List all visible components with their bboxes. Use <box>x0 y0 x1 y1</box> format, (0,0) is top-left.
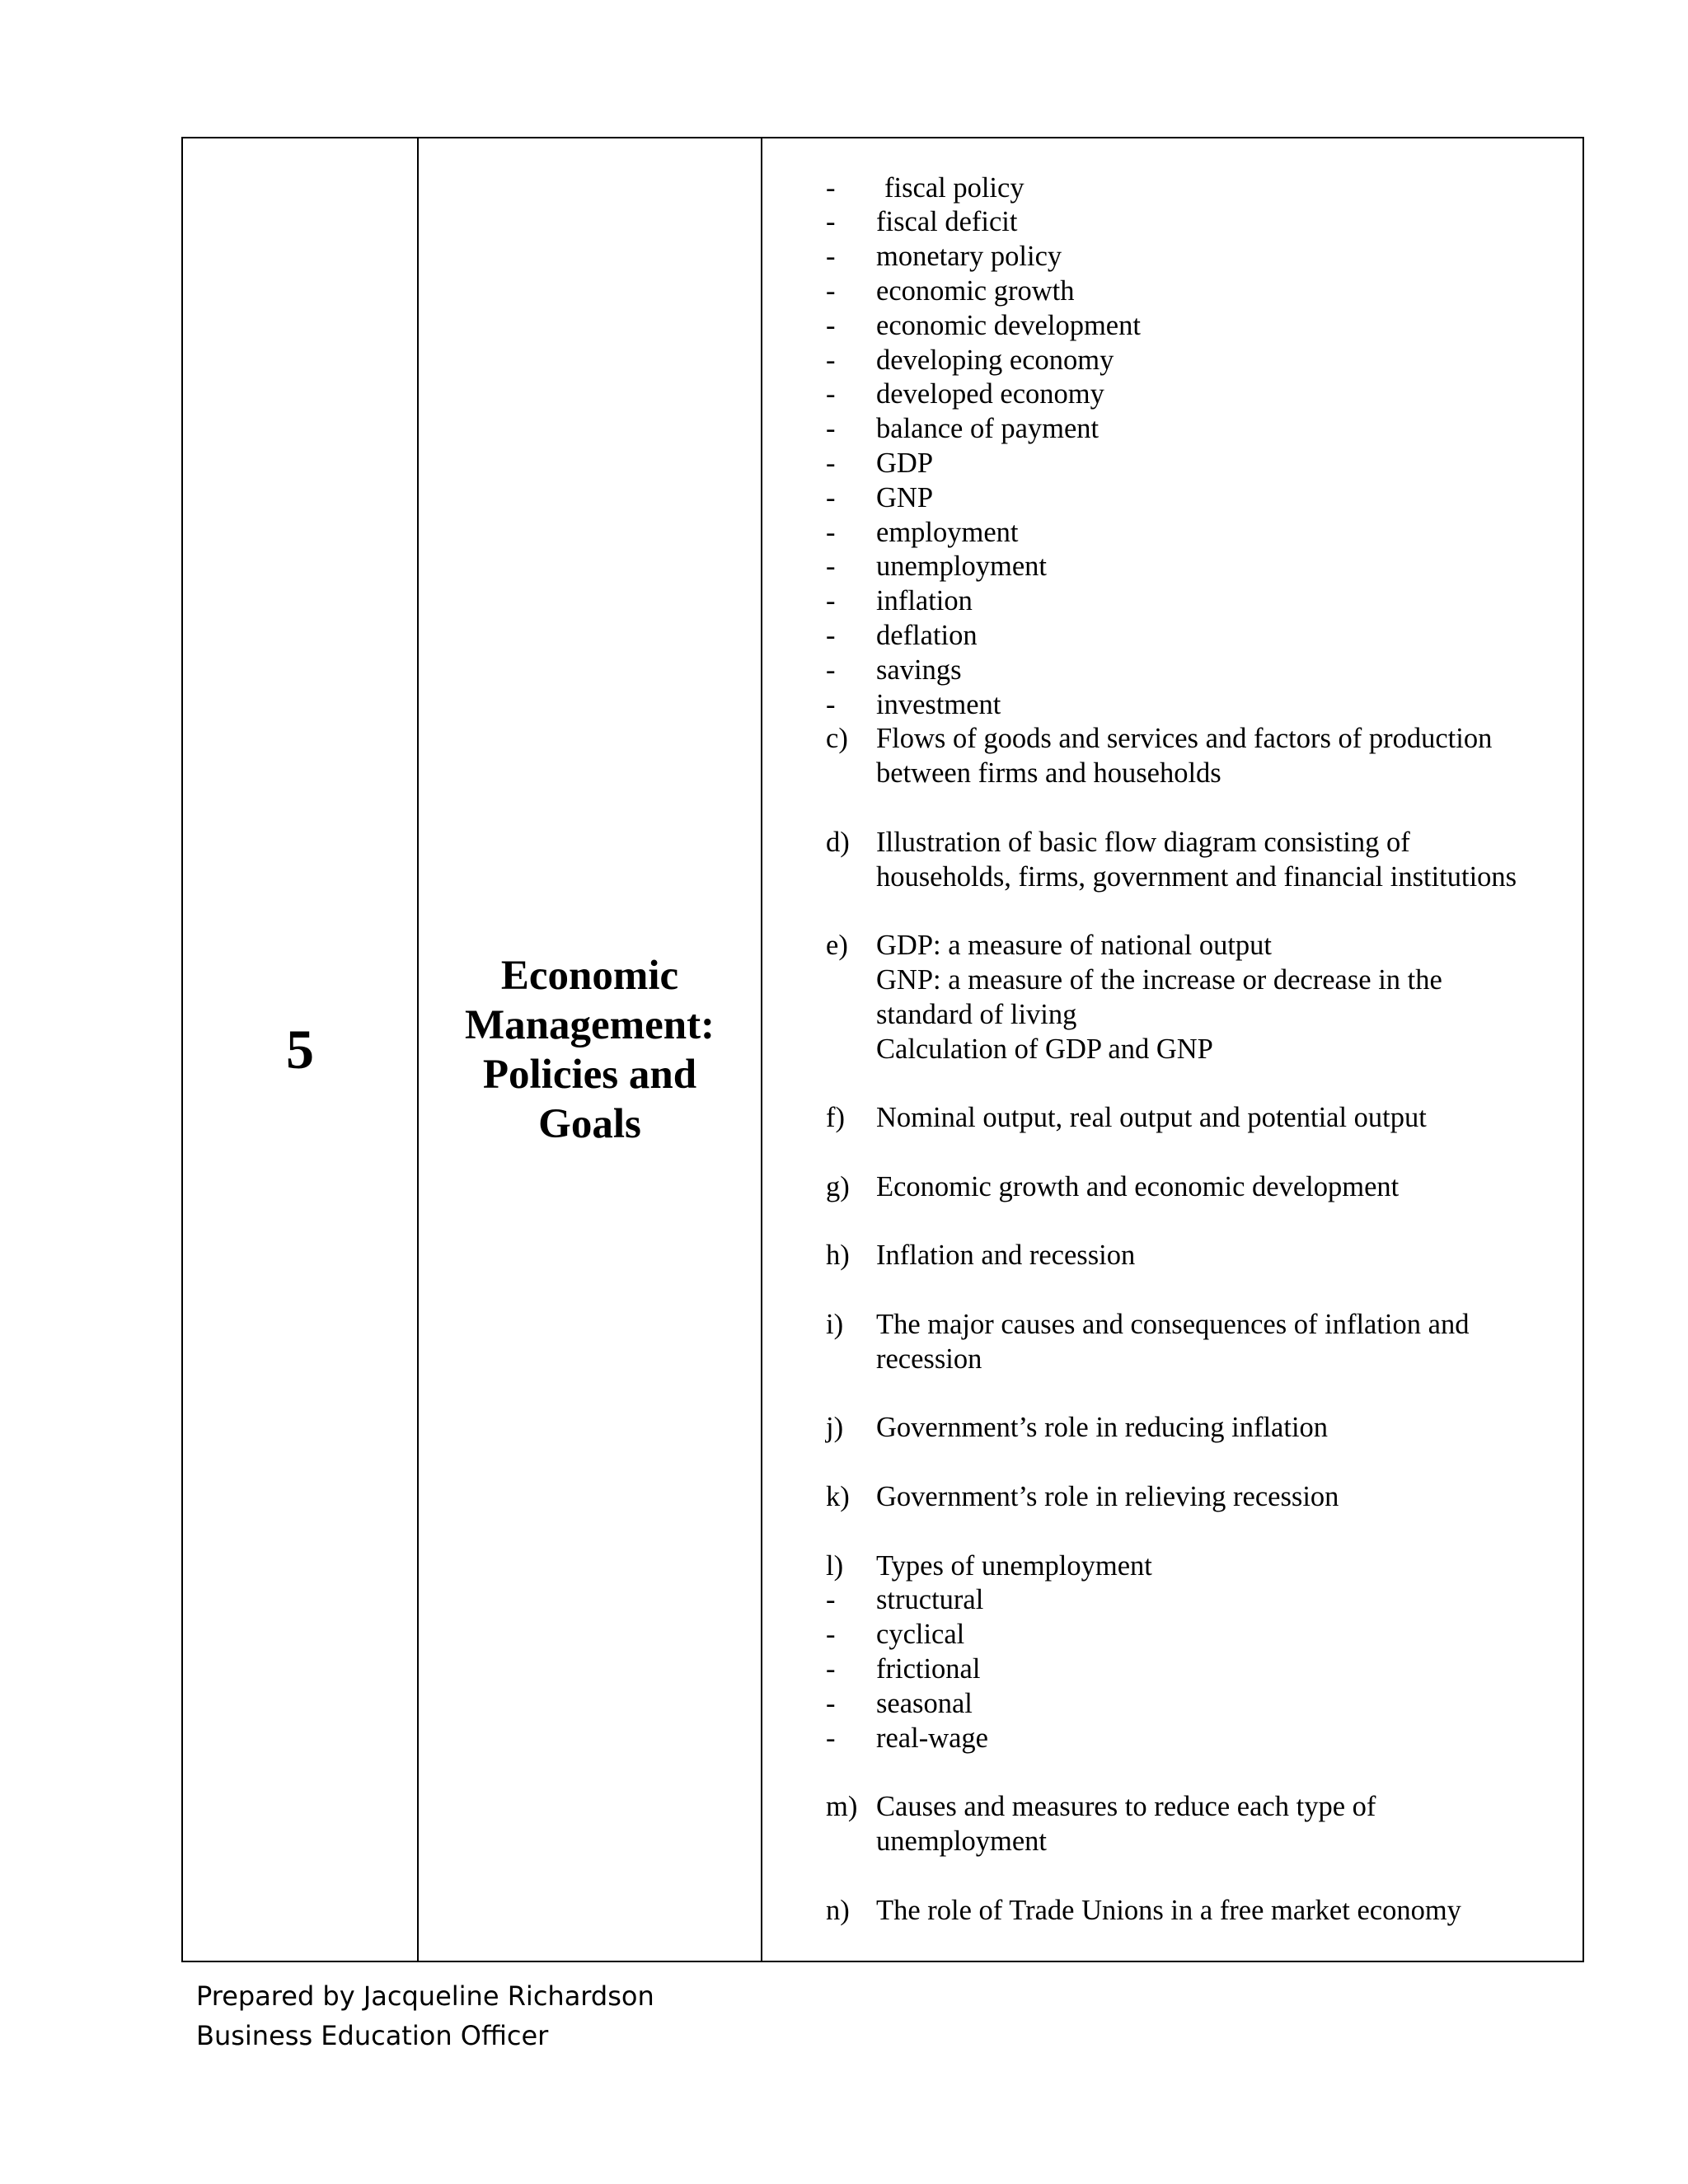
dash-marker: - <box>826 413 836 445</box>
dash-marker: - <box>826 171 836 204</box>
spacer <box>762 1755 1582 1790</box>
dash-marker: - <box>826 688 836 720</box>
table-row <box>182 138 1583 1961</box>
dash-marker: - <box>826 378 836 410</box>
item-text: The major causes and consequences of inflation and recession <box>876 1308 1470 1375</box>
item-marker: h) <box>826 1240 850 1272</box>
list-item-n <box>762 1894 1582 1929</box>
list-item-term <box>762 619 1582 654</box>
spacer <box>762 1136 1582 1170</box>
item-text: Inflation and recession <box>876 1240 1136 1272</box>
item-marker: c) <box>826 723 848 755</box>
item-text: The role of Trade Unions in a free market economy <box>876 1894 1461 1926</box>
term-text: savings <box>876 654 962 686</box>
item-text: Types of unemployment <box>876 1549 1152 1582</box>
list-item-h <box>762 1239 1582 1273</box>
item-text: Nominal output, real output and potential output <box>876 1102 1427 1134</box>
list-item-l <box>762 1549 1582 1584</box>
spacer <box>762 1205 1582 1240</box>
list-item-term <box>762 205 1582 240</box>
item-text: Economic growth and economic development <box>876 1170 1400 1202</box>
list-item-e <box>762 929 1582 1066</box>
list-item-m <box>762 1790 1582 1859</box>
term-text: economic growth <box>876 275 1075 307</box>
dash-marker: - <box>826 309 836 341</box>
term-text: fiscal deficit <box>876 206 1018 238</box>
list-item-term <box>762 171 1582 206</box>
term-text: inflation <box>876 585 973 617</box>
item-text: Government’s role in relieving recession <box>876 1480 1339 1512</box>
term-text: developed economy <box>876 378 1104 410</box>
unit-cell <box>182 138 418 1961</box>
unemployment-type-text: frictional <box>876 1652 981 1685</box>
list-item-term <box>762 481 1582 516</box>
spacer <box>762 1377 1582 1412</box>
spacer <box>762 791 1582 826</box>
unit-number: 5 <box>286 1018 314 1080</box>
list-item-g <box>762 1170 1582 1205</box>
term-text: GNP <box>876 481 934 513</box>
dash-marker: - <box>826 1722 836 1754</box>
spacer <box>762 1446 1582 1480</box>
unemployment-type-text: structural <box>876 1584 984 1616</box>
topic-cell <box>418 138 762 1961</box>
list-item-unemployment-type <box>762 1583 1582 1618</box>
topic-title-line: Economic <box>500 952 679 999</box>
item-text: Flows of goods and services and factors of production between firms and households <box>876 723 1493 790</box>
list-item-term <box>762 654 1582 688</box>
spacer <box>762 1859 1582 1894</box>
term-text: investment <box>876 688 1001 720</box>
dash-marker: - <box>826 344 836 376</box>
topic-title <box>419 951 761 1149</box>
list-item-term <box>762 240 1582 274</box>
list-item-term <box>762 516 1582 551</box>
dash-marker: - <box>826 1619 836 1651</box>
topic-title-line: Management: <box>464 1001 715 1048</box>
list-item-j <box>762 1411 1582 1446</box>
item-marker: m) <box>826 1791 858 1823</box>
item-text: Government’s role in reducing inflation <box>876 1412 1329 1444</box>
footer-author: Prepared by Jacqueline Richardson <box>196 1980 654 2012</box>
term-text: monetary policy <box>876 241 1062 273</box>
dash-marker: - <box>826 448 836 480</box>
term-text: deflation <box>876 620 978 652</box>
list-item-unemployment-type <box>762 1652 1582 1687</box>
item-marker: i) <box>826 1308 844 1340</box>
item-marker: f) <box>826 1102 845 1134</box>
list-item-term <box>762 550 1582 584</box>
list-item-f <box>762 1101 1582 1136</box>
topic-title-line: Goals <box>538 1100 641 1147</box>
term-text: unemployment <box>876 551 1047 583</box>
dash-marker: - <box>826 1687 836 1719</box>
list-item-term <box>762 447 1582 481</box>
topic-title-line: Policies and <box>482 1051 697 1098</box>
syllabus-table <box>181 137 1584 1962</box>
page-footer <box>196 1976 654 2055</box>
dash-marker: - <box>826 206 836 238</box>
term-text: balance of payment <box>876 413 1100 445</box>
item-marker: j) <box>826 1412 844 1444</box>
item-marker: l) <box>826 1549 844 1582</box>
item-marker: k) <box>826 1480 850 1512</box>
dash-marker: - <box>826 241 836 273</box>
term-text: employment <box>876 516 1019 548</box>
list-item-c <box>762 722 1582 791</box>
item-text: Illustration of basic flow diagram consisting of households, firms, government and financial institutions <box>876 826 1517 893</box>
term-text: developing economy <box>876 344 1114 376</box>
content-list <box>762 171 1582 1929</box>
footer-role: Business Education Officer <box>196 2020 549 2051</box>
list-item-unemployment-type <box>762 1722 1582 1756</box>
spacer <box>762 1273 1582 1308</box>
list-item-i <box>762 1308 1582 1377</box>
content-cell <box>762 138 1583 1961</box>
term-text: economic development <box>876 309 1141 341</box>
item-marker: e) <box>826 930 848 962</box>
dash-marker: - <box>826 481 836 513</box>
list-item-k <box>762 1480 1582 1515</box>
spacer <box>762 894 1582 929</box>
spacer <box>762 1515 1582 1549</box>
unemployment-type-text: real-wage <box>876 1722 988 1754</box>
dash-marker: - <box>826 516 836 548</box>
dash-marker: - <box>826 1652 836 1685</box>
list-item-term <box>762 584 1582 619</box>
list-item-unemployment-type <box>762 1687 1582 1722</box>
item-text: GDP: a measure of national output GNP: a measure of the increase or decrease in the standard of living Calculation of GDP and GNP <box>876 930 1442 1065</box>
dash-marker: - <box>826 620 836 652</box>
dash-marker: - <box>826 1584 836 1616</box>
unemployment-type-text: seasonal <box>876 1687 973 1719</box>
item-text: Causes and measures to reduce each type of unemployment <box>876 1791 1376 1857</box>
list-item-term <box>762 274 1582 309</box>
list-item-unemployment-type <box>762 1618 1582 1652</box>
dash-marker: - <box>826 275 836 307</box>
dash-marker: - <box>826 585 836 617</box>
list-item-term <box>762 309 1582 344</box>
list-item-term <box>762 377 1582 412</box>
item-marker: n) <box>826 1894 850 1926</box>
item-marker: g) <box>826 1170 850 1202</box>
list-item-d <box>762 826 1582 895</box>
item-marker: d) <box>826 826 850 858</box>
term-text: fiscal policy <box>884 171 1025 204</box>
term-text: GDP <box>876 448 934 480</box>
unemployment-type-text: cyclical <box>876 1619 965 1651</box>
dash-marker: - <box>826 551 836 583</box>
list-item-term <box>762 412 1582 447</box>
dash-marker: - <box>826 654 836 686</box>
spacer <box>762 1066 1582 1101</box>
list-item-term <box>762 688 1582 723</box>
list-item-term <box>762 344 1582 378</box>
